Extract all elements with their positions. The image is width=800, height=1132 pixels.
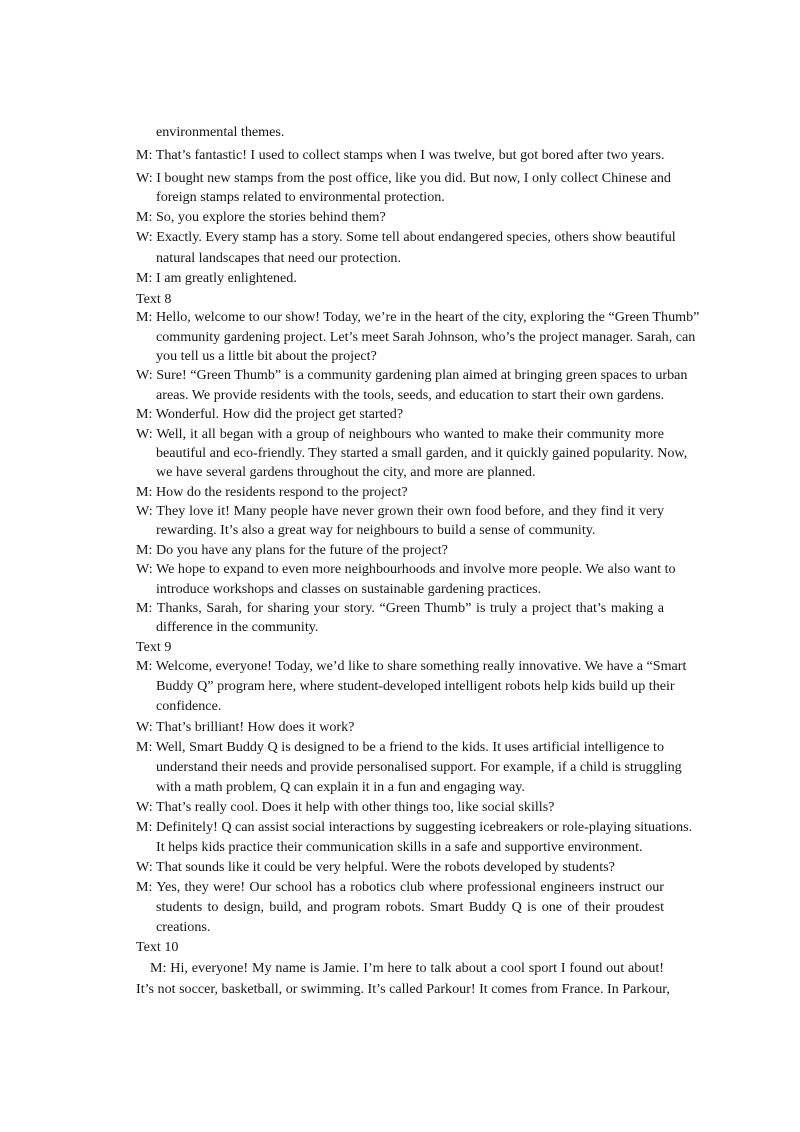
text-line: areas. We provide residents with the tools, seeds, and education to start their own gardens. [156,387,665,403]
prose-line: It’s not soccer, basketball, or swimming. It’s called Parkour! It comes from France. In Parkour, [136,981,670,997]
dialogue-line: M: Yes, they were! Our school has a robotics club where professional engineers instruct our [136,879,664,895]
dialogue-line: W: Well, it all began with a group of neighbours who wanted to make their community more [136,426,664,442]
dialogue-line: M: How do the residents respond to the project? [136,484,408,500]
dialogue-line: M: Definitely! Q can assist social interactions by suggesting icebreakers or role-playing situations. [136,819,693,835]
dialogue-line: W: That sounds like it could be very helpful. Were the robots developed by students? [136,859,615,875]
text-line: environmental themes. [156,124,285,140]
text-line: Buddy Q” program here, where student-developed intelligent robots help kids build up their [156,678,675,694]
text-line: creations. [156,919,211,935]
text-line: introduce workshops and classes on sustainable gardening practices. [156,581,542,597]
dialogue-line: W: They love it! Many people have never grown their own food before, and they find it very [136,503,664,519]
text-line: rewarding. It’s also a great way for neighbours to build a sense of community. [156,522,596,538]
text-line: difference in the community. [156,619,319,635]
text-line: understand their needs and provide personalised support. For example, if a child is struggling [156,759,682,775]
text-line: beautiful and eco-friendly. They started a small garden, and it quickly gained popularity. Now, [156,445,688,461]
dialogue-line: M: So, you explore the stories behind them? [136,209,386,225]
text-line: foreign stamps related to environmental protection. [156,189,445,205]
section-heading: Text 8 [136,291,172,307]
dialogue-line: M: Well, Smart Buddy Q is designed to be a friend to the kids. It uses artificial intelligence to [136,739,664,755]
text-line: It helps kids practice their communication skills in a safe and supportive environment. [156,839,643,855]
text-line: students to design, build, and program robots. Smart Buddy Q is one of their proudest [156,899,664,915]
text-line: natural landscapes that need our protection. [156,250,401,266]
dialogue-line: M: Hello, welcome to our show! Today, we’re in the heart of the city, exploring the “Green Thumb” [136,309,700,325]
dialogue-line: M: That’s fantastic! I used to collect stamps when I was twelve, but got bored after two years. [136,147,665,163]
dialogue-line: W: We hope to expand to even more neighbourhoods and involve more people. We also want to [136,561,676,577]
text-line: we have several gardens throughout the city, and more are planned. [156,464,536,480]
section-heading: Text 9 [136,639,172,655]
dialogue-line: M: Welcome, everyone! Today, we’d like to share something really innovative. We have a “Smart [136,658,687,674]
prose-line: M: Hi, everyone! My name is Jamie. I’m here to talk about a cool sport I found out about! [150,960,664,976]
section-heading: Text 10 [136,939,179,955]
text-line: confidence. [156,698,222,714]
text-line: community gardening project. Let’s meet Sarah Johnson, who’s the project manager. Sarah, can [156,329,696,345]
dialogue-line: W: That’s brilliant! How does it work? [136,719,355,735]
dialogue-line: W: Sure! “Green Thumb” is a community gardening plan aimed at bringing green spaces to urban [136,367,688,383]
dialogue-line: M: Thanks, Sarah, for sharing your story. “Green Thumb” is truly a project that’s making a [136,600,664,616]
text-line: you tell us a little bit about the project? [156,348,377,364]
dialogue-line: W: I bought new stamps from the post office, like you did. But now, I only collect Chinese and [136,170,671,186]
dialogue-line: W: That’s really cool. Does it help with other things too, like social skills? [136,799,555,815]
dialogue-line: M: Do you have any plans for the future of the project? [136,542,448,558]
dialogue-line: M: Wonderful. How did the project get started? [136,406,404,422]
dialogue-line: M: I am greatly enlightened. [136,270,297,286]
dialogue-line: W: Exactly. Every stamp has a story. Some tell about endangered species, others show beautiful [136,229,676,245]
text-line: with a math problem, Q can explain it in a fun and engaging way. [156,779,525,795]
